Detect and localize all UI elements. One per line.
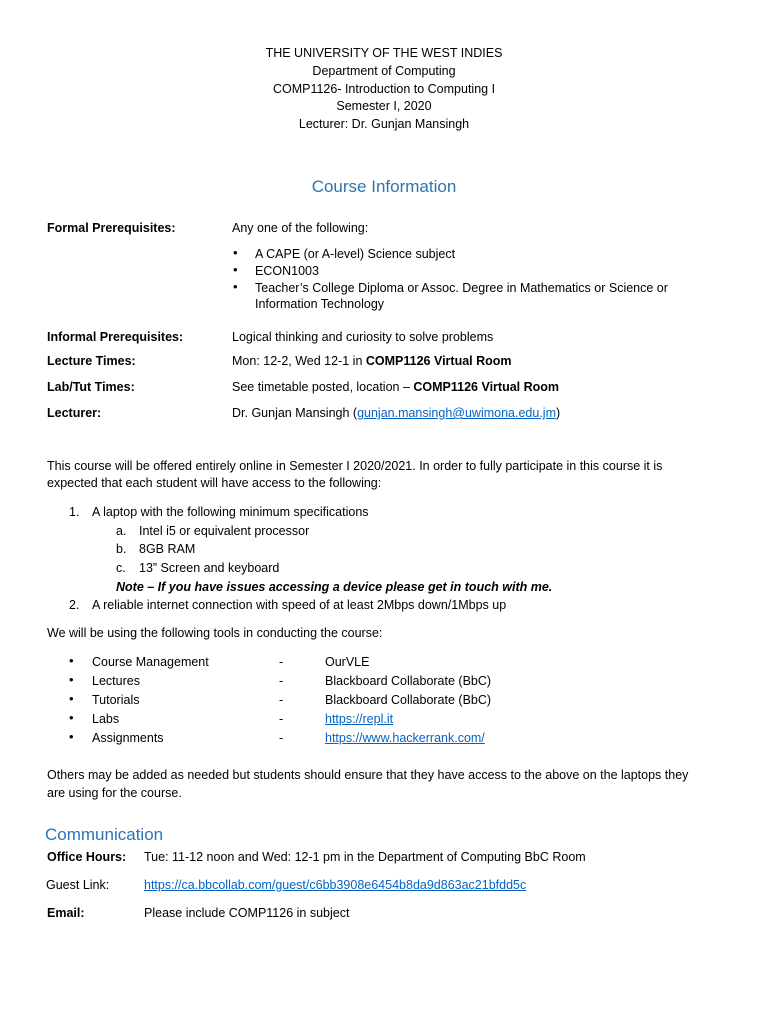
tools-intro: We will be using the following tools in conducting the course:	[47, 626, 383, 640]
spec-processor: Intel i5 or equivalent processor	[139, 524, 310, 538]
bullet-icon: •	[69, 729, 74, 744]
tool-category: Course Management	[92, 655, 209, 669]
prereq-item-continued: Information Technology	[255, 297, 385, 311]
tool-category: Tutorials	[92, 693, 140, 707]
hackerrank-link[interactable]: https://www.hackerrank.com/	[325, 731, 485, 745]
lab-times-text: See timetable posted, location –	[232, 380, 414, 394]
tool-name: Blackboard Collaborate (BbC)	[325, 693, 492, 707]
spec-ram: 8GB RAM	[139, 542, 196, 556]
online-paragraph-line: expected that each student will have access to the following:	[47, 476, 382, 490]
lecture-times-value	[232, 352, 512, 370]
prereq-item: A CAPE (or A-level) Science subject	[255, 247, 456, 261]
semester: Semester I, 2020	[336, 99, 432, 113]
tool-name: Blackboard Collaborate (BbC)	[325, 674, 492, 688]
device-note: Note – If you have issues accessing a device please get in touch with me.	[116, 580, 553, 594]
requirement-internet: A reliable internet connection with speed of at least 2Mbps down/1Mbps up	[92, 598, 507, 612]
formal-prerequisites-label: Formal Prerequisites:	[47, 221, 176, 235]
guest-link[interactable]: https://ca.bbcollab.com/guest/c6bb3908e6454b8da9d863ac21bfdd5c	[144, 878, 527, 892]
list-letter: c.	[116, 561, 126, 575]
lecture-times-label: Lecture Times:	[47, 354, 136, 368]
lab-times-value	[232, 378, 559, 396]
formal-prerequisites-intro: Any one of the following:	[232, 221, 369, 235]
informal-prerequisites-label: Informal Prerequisites:	[47, 330, 184, 344]
requirement-laptop: A laptop with the following minimum specifications	[92, 505, 369, 519]
bullet-icon: •	[233, 245, 238, 260]
bullet-icon: •	[69, 672, 74, 687]
list-letter: b.	[116, 542, 127, 556]
bullet-icon: •	[69, 691, 74, 706]
bullet-icon: •	[233, 279, 238, 294]
email-value: Please include COMP1126 in subject	[144, 906, 350, 920]
tool-dash: -	[279, 674, 284, 688]
lecture-times-text: Mon: 12-2, Wed 12-1 in	[232, 354, 366, 368]
lecturer-header: Lecturer: Dr. Gunjan Mansingh	[298, 117, 470, 131]
lecturer-name: Dr. Gunjan Mansingh (	[232, 406, 358, 420]
tool-category: Assignments	[92, 731, 164, 745]
repl-link[interactable]: https://repl.it	[325, 712, 394, 726]
course-title: COMP1126- Introduction to Computing I	[272, 82, 496, 96]
lecturer-email-link[interactable]: gunjan.mansingh@uwimona.edu.jm	[357, 406, 556, 420]
email-label: Email:	[47, 906, 85, 920]
list-number: 1.	[69, 505, 80, 519]
department-name: Department of Computing	[312, 64, 456, 78]
tool-name: OurVLE	[325, 655, 370, 669]
lab-room: COMP1126 Virtual Room	[413, 380, 560, 394]
lecturer-value	[232, 404, 560, 422]
lecture-room: COMP1126 Virtual Room	[365, 354, 512, 368]
office-hours-value: Tue: 11-12 noon and Wed: 12-1 pm in the Department of Computing BbC Room	[144, 850, 586, 864]
bullet-icon: •	[69, 653, 74, 668]
guest-link-label: Guest Link:	[46, 878, 110, 892]
tool-dash: -	[279, 712, 284, 726]
lecturer-close-paren: )	[555, 406, 561, 420]
course-information-heading: Course Information	[311, 177, 457, 196]
tool-dash: -	[279, 655, 284, 669]
spec-screen: 13” Screen and keyboard	[139, 561, 280, 575]
online-paragraph-line: This course will be offered entirely online in Semester I 2020/2021. In order to fully participate in this course it is	[47, 459, 663, 473]
bullet-icon: •	[233, 262, 238, 277]
bullet-icon: •	[69, 710, 74, 725]
tool-dash: -	[279, 731, 284, 745]
others-paragraph-line: are using for the course.	[47, 786, 182, 800]
lecturer-label: Lecturer:	[47, 406, 102, 420]
tool-dash: -	[279, 693, 284, 707]
communication-heading: Communication	[45, 825, 164, 844]
tool-category: Lectures	[92, 674, 140, 688]
list-letter: a.	[116, 524, 127, 538]
university-name: THE UNIVERSITY OF THE WEST INDIES	[265, 46, 503, 60]
tool-category: Labs	[92, 712, 120, 726]
prereq-item: Teacher’s College Diploma or Assoc. Degree in Mathematics or Science or	[255, 281, 668, 295]
prereq-item: ECON1003	[255, 264, 319, 278]
office-hours-label: Office Hours:	[47, 850, 127, 864]
list-number: 2.	[69, 598, 80, 612]
informal-prerequisites-value: Logical thinking and curiosity to solve problems	[232, 330, 494, 344]
others-paragraph-line: Others may be added as needed but students should ensure that they have access to the above on the laptops they	[47, 768, 689, 782]
lab-times-label: Lab/Tut Times:	[47, 380, 135, 394]
